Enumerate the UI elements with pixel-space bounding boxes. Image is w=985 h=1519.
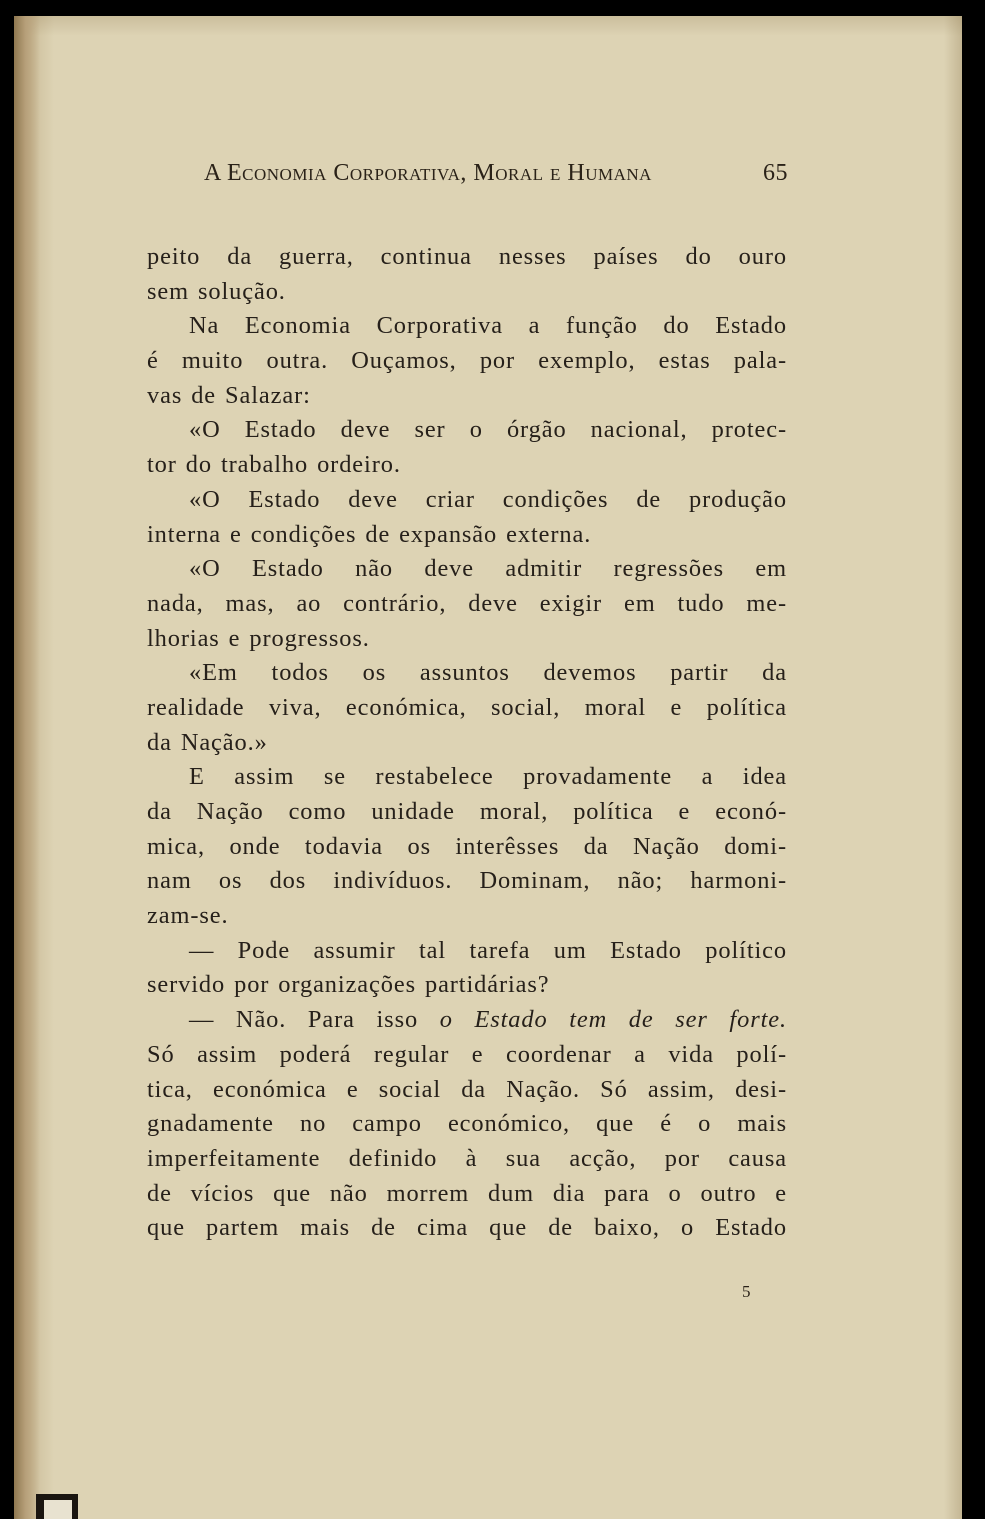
text-line-content: de vícios que não morrem dum dia para o outro e (147, 1179, 787, 1207)
text-line-content: «O Estado não deve admitir regressões em (189, 555, 787, 583)
text-line (147, 899, 787, 934)
text-line (147, 1073, 787, 1108)
text-line-content: gnadamente no campo económico, que é o mais (147, 1110, 787, 1138)
text-line-content: imperfeitamente definido à sua acção, por causa (147, 1144, 787, 1172)
text-line (147, 830, 787, 865)
text-line (147, 726, 787, 761)
text-line-content: que partem mais de cima que de baixo, o Estado (147, 1214, 787, 1242)
text-line (147, 760, 787, 795)
body-text (147, 240, 787, 1246)
text-line-italic: o Estado tem de ser forte. (439, 1006, 787, 1034)
scan-corner-mark-inner (44, 1500, 72, 1519)
text-line-content: sem solução. (147, 277, 286, 305)
text-line (147, 795, 787, 830)
text-line (147, 968, 787, 1003)
text-line-content: «O Estado deve ser o órgão nacional, protec- (189, 416, 787, 444)
text-line (147, 240, 787, 275)
text-line (147, 622, 787, 657)
text-line (147, 587, 787, 622)
text-line (147, 379, 787, 414)
text-line-content: E assim se restabelece provadamente a idea (189, 763, 787, 791)
text-line-content: tor do trabalho ordeiro. (147, 451, 401, 479)
text-line (147, 483, 787, 518)
page-number: 65 (763, 160, 788, 186)
text-line (147, 656, 787, 691)
text-line-content: da Nação como unidade moral, política e econó- (147, 798, 787, 825)
text-line (147, 1142, 787, 1177)
printer-signature-mark: 5 (742, 1282, 751, 1301)
text-line-content: Na Economia Corporativa a função do Estado (189, 312, 787, 340)
text-line-content: lhorias e progressos. (147, 624, 370, 652)
text-line (147, 344, 787, 379)
text-line-content: zam-se. (147, 902, 229, 930)
text-line (147, 1107, 787, 1142)
text-line (147, 691, 787, 726)
text-line-content: Só assim poderá regular e coordenar a vida polí- (147, 1040, 787, 1068)
running-header-title: A Economia Corporativa, Moral e Humana (204, 160, 652, 186)
text-line (147, 864, 787, 899)
text-line-content: «O Estado deve criar condições de produção (189, 485, 787, 513)
text-line (147, 934, 787, 969)
text-line-content: nada, mas, ao contrário, deve exigir em tudo me- (147, 589, 787, 617)
text-line (147, 552, 787, 587)
text-line-content: realidade viva, económica, social, moral e política (147, 693, 787, 721)
text-line (147, 1003, 787, 1038)
text-line-content: «Em todos os assuntos devemos partir da (189, 659, 787, 687)
text-line (147, 1211, 787, 1246)
text-line-content: interna e condições de expansão externa. (147, 520, 592, 548)
text-line-content: da Nação.» (147, 728, 268, 756)
text-line (147, 413, 787, 448)
text-line (147, 1038, 787, 1073)
text-line-content: servido por organizações partidárias? (147, 971, 550, 999)
text-line-content: nam os dos indivíduos. Dominam, não; harmoni- (147, 867, 787, 895)
text-line (147, 275, 787, 310)
text-line-content: — Não. Para isso (189, 1006, 440, 1034)
text-line (147, 448, 787, 483)
text-line-content: vas de Salazar: (147, 381, 311, 409)
text-line-content: tica, económica e social da Nação. Só assim, desi- (147, 1075, 787, 1103)
page-gutter-shadow (14, 16, 40, 1519)
text-line (147, 518, 787, 553)
text-line (147, 309, 787, 344)
running-header (204, 160, 788, 194)
text-line-content: — Pode assumir tal tarefa um Estado político (189, 936, 787, 964)
text-line-content: é muito outra. Ouçamos, por exemplo, estas pala- (147, 347, 787, 375)
text-line (147, 1177, 787, 1212)
text-line-content: peito da guerra, continua nesses países do ouro (147, 243, 787, 270)
text-line-content: mica, onde todavia os interêsses da Nação domi- (147, 832, 787, 860)
